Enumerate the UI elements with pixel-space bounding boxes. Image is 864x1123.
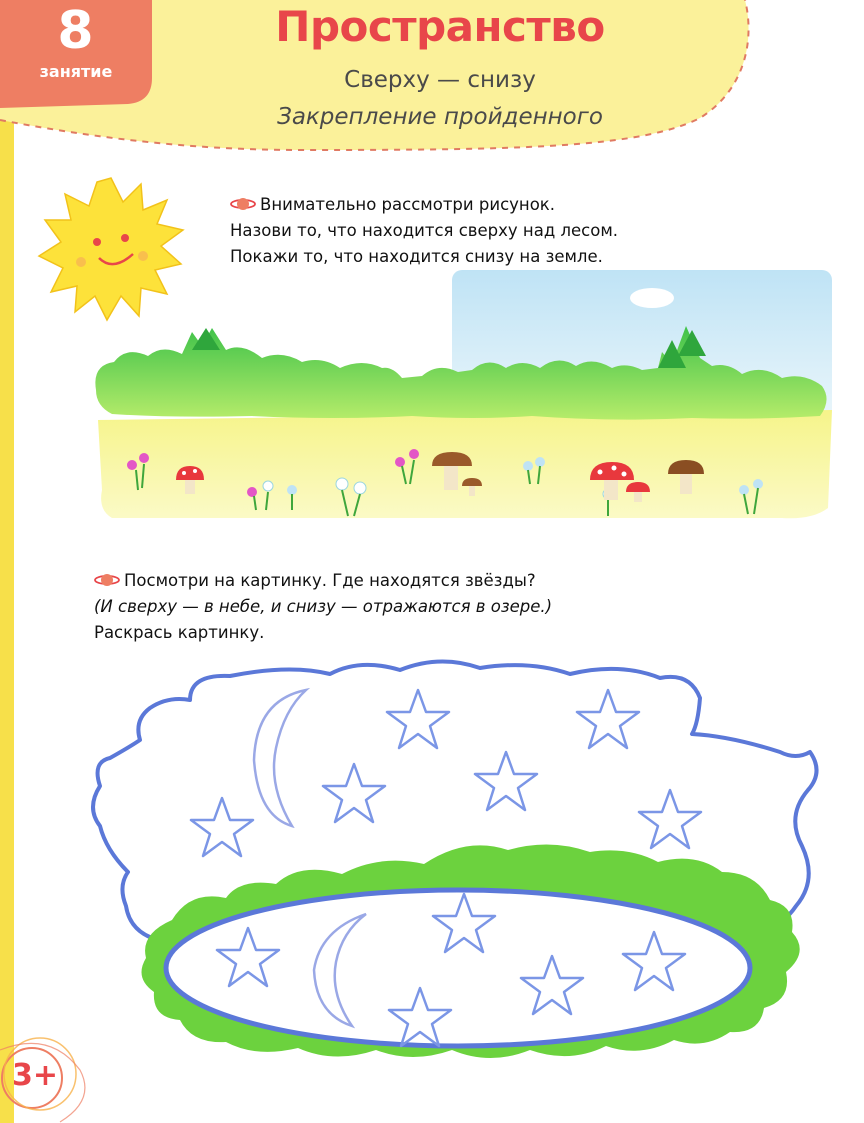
age-label: 3+ [12,1058,59,1093]
task2-line-1: Посмотри на картинку. Где находятся звёзды? [124,571,536,590]
page-title: Пространство [275,2,605,51]
planet-bullet-icon [94,571,120,589]
coloring-picture [80,640,840,1080]
sky-star [639,790,701,848]
sky-star [191,798,253,856]
sky-moon [254,690,306,826]
task2-line-3: Раскрась картинку. [94,623,265,642]
sky-star [577,690,639,748]
task1-line-2: Назови то, что находится сверху над лесом. [230,221,619,240]
task1-line-1: Внимательно рассмотри рисунок. [260,195,556,214]
sky-star [475,752,537,810]
lesson-label: занятие [39,62,113,81]
sky-star [387,690,449,748]
task1-instructions [230,192,618,270]
page-subtitle-italic: Закрепление пройденного [277,104,603,130]
lesson-number: 8 [57,1,95,61]
task2-instructions [94,568,552,646]
forest-illustration [92,270,832,522]
sky-star [323,764,385,822]
task1-line-3: Покажи то, что находится снизу на земле. [230,247,603,266]
task2-line-2: (И сверху — в небе, и снизу — отражаются в озере.) [94,597,553,616]
planet-bullet-icon [230,195,256,213]
page-subtitle: Сверху — снизу [344,67,536,93]
